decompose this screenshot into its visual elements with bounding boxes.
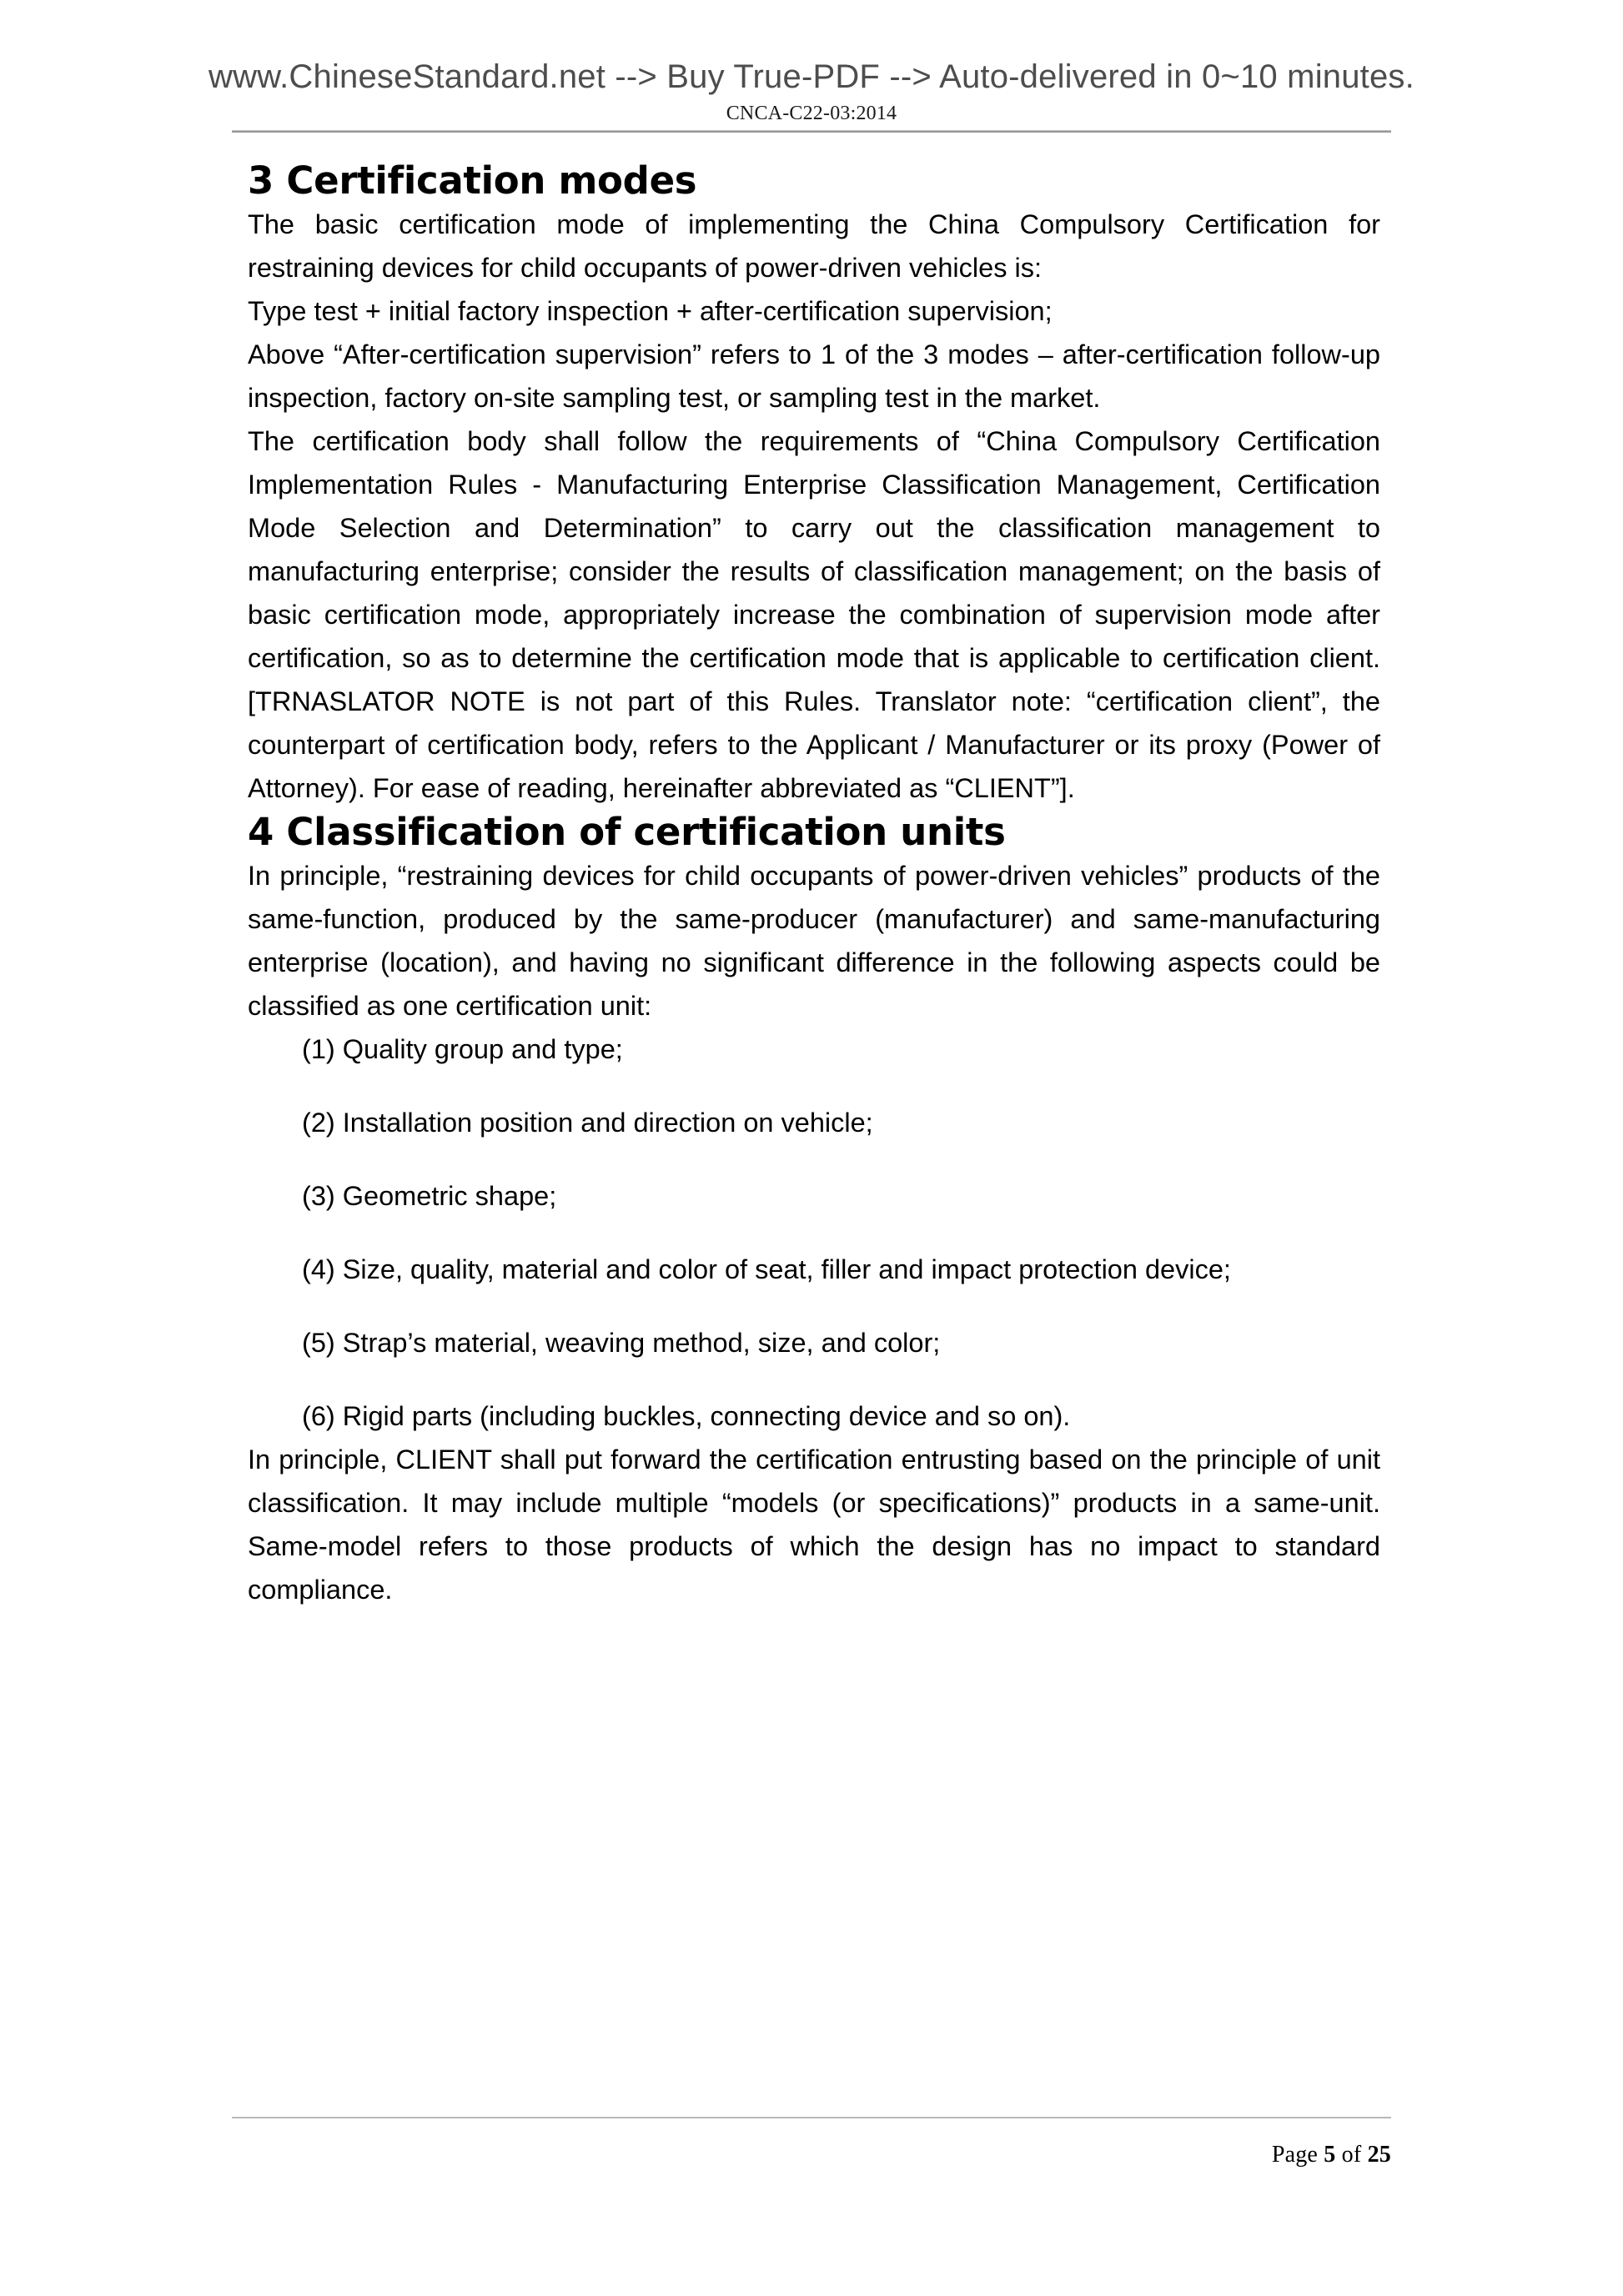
paragraph-mode-formula: Type test + initial factory inspection + after-certification supervision; bbox=[248, 296, 1053, 327]
heading-certification-modes: 3 Certification modes bbox=[248, 158, 697, 203]
list-item: (4) Size, quality, material and color of seat, filler and impact protection device; bbox=[302, 1254, 1231, 1285]
paragraph-basic-mode: The basic certification mode of implementing the China Compulsory Certification for restraining devices for child occupants of power-driven vehicles is: bbox=[248, 209, 1380, 284]
document-standard-code: CNCA-C22-03:2014 bbox=[726, 103, 897, 124]
footer-current-page: 5 bbox=[1324, 2142, 1336, 2168]
footer-total-pages: 25 bbox=[1367, 2142, 1391, 2168]
page-footer bbox=[232, 2142, 1391, 2168]
list-item: (6) Rigid parts (including buckles, connecting device and so on). bbox=[302, 1401, 1071, 1432]
footer-divider-rule bbox=[232, 2117, 1391, 2118]
footer-page-prefix: Page bbox=[1271, 2142, 1324, 2168]
page-header bbox=[0, 0, 1623, 133]
watermark-promo-text: www.ChineseStandard.net --> Buy True-PDF --> Auto-delivered in 0~10 minutes. bbox=[209, 58, 1414, 95]
paragraph-client-entrusting: In principle, CLIENT shall put forward the certification entrusting based on the principle of unit classification. It may include multiple “models (or specifications)” products in a same-unit. Same-model refers to those products of which the design has no impact to standard compliance. bbox=[248, 1444, 1380, 1605]
list-item: (2) Installation position and direction on vehicle; bbox=[302, 1108, 873, 1138]
header-divider-rule bbox=[232, 130, 1391, 133]
list-item: (5) Strap’s material, weaving method, size, and color; bbox=[302, 1328, 941, 1359]
list-item: (1) Quality group and type; bbox=[302, 1034, 623, 1065]
page-content bbox=[248, 158, 1380, 1611]
paragraph-unit-classification-intro: In principle, “restraining devices for child occupants of power-driven vehicles” products of the same-function, produced by the same-producer (manufacturer) and same-manufacturing enterprise (location), and having no significant difference in the following aspects could be classified as one certification unit: bbox=[248, 861, 1380, 1022]
list-item: (3) Geometric shape; bbox=[302, 1181, 557, 1212]
paragraph-certification-body-requirements: The certification body shall follow the requirements of “China Compulsory Certification Implementation Rules - Manufacturing Enterprise Classification Management, Certification Mode Selection and Determination” to carry out the classification management to manufacturing enterprise; consider the results of classification management; on the basis of basic certification mode, appropriately increase the combination of supervision mode after certification, so as to determine the certification mode that is applicable to certification client. [TRNASLATOR NOTE is not part of this Rules. Translator note: “certification client”, the counterpart of certification body, refers to the Applicant / Manufacturer or its proxy (Power of Attorney). For ease of reading, hereinafter abbreviated as “CLIENT”]. bbox=[248, 426, 1380, 804]
heading-classification-of-certification-units: 4 Classification of certification units bbox=[248, 810, 1006, 855]
certification-unit-criteria-list bbox=[248, 1027, 1380, 1438]
footer-page-middle: of bbox=[1335, 2142, 1368, 2168]
paragraph-after-certification-supervision: Above “After-certification supervision” refers to 1 of the 3 modes – after-certification follow-up inspection, factory on-site sampling test, or sampling test in the market. bbox=[248, 339, 1380, 414]
